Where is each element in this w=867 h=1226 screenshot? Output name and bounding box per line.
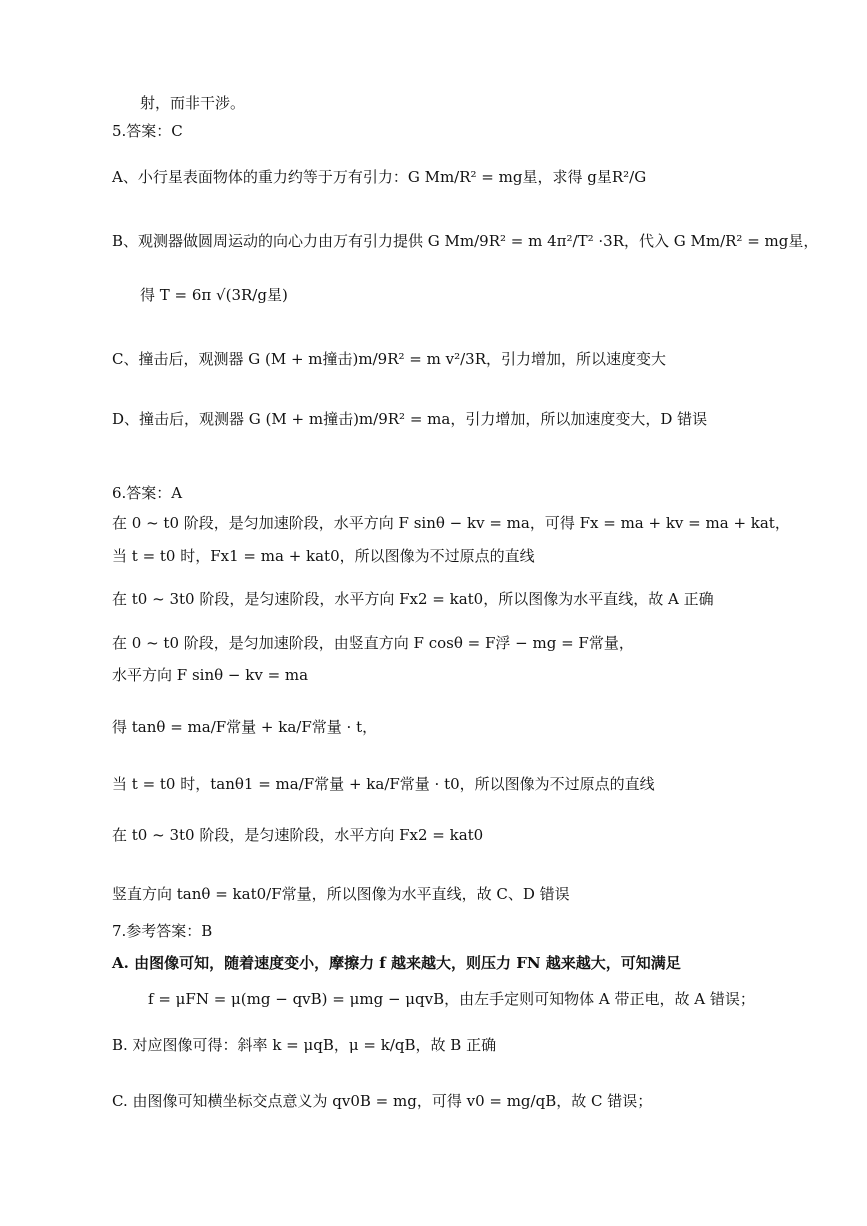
text-line-6-7: 当 t = t0 时，tanθ1 = ma/F常量 + ka/F常量 · t0，所以图像为不过原点的直线 — [112, 775, 655, 793]
answer-6-heading: 6.答案：A — [112, 484, 183, 502]
answer-5-heading: 5.答案：C — [112, 122, 183, 140]
text-line-6-1: 在 0 ~ t0 阶段，是匀加速阶段，水平方向 F sinθ − kv = ma，可得 Fx = ma + kv = ma + kat， — [112, 514, 790, 532]
text-line-6-8: 在 t0 ~ 3t0 阶段，是匀速阶段，水平方向 Fx2 = kat0 — [112, 826, 484, 844]
answer-7-heading: 7.参考答案：B — [112, 922, 213, 940]
text-line-7c: C. 由图像可知横坐标交点意义为 qv0B = mg，可得 v0 = mg/qB，故 C 错误； — [112, 1092, 653, 1110]
text-line-6-3: 在 t0 ~ 3t0 阶段，是匀速阶段，水平方向 Fx2 = kat0，所以图像为水平直线，故 A 正确 — [112, 590, 714, 608]
text-line-6-9: 竖直方向 tanθ = kat0/F常量，所以图像为水平直线，故 C、D 错误 — [112, 885, 570, 903]
text-line-5d: D、撞击后，观测器 G (M + m撞击)m/9R² = ma，引力增加，所以加速度变大，D 错误 — [112, 410, 708, 428]
text-line-7a-formula: f = μFN = μ(mg − qvB) = μmg − μqvB，由左手定则可知物体 A 带正电，故 A 错误； — [148, 990, 755, 1008]
text-line-7b: B. 对应图像可得：斜率 k = μqB，μ = k/qB，故 B 正确 — [112, 1036, 497, 1054]
text-line-6-2: 当 t = t0 时，Fx1 = ma + kat0，所以图像为不过原点的直线 — [112, 547, 535, 565]
text-line-5b: B、观测器做圆周运动的向心力由万有引力提供 G Mm/9R² = m 4π²/T² ·3R，代入 G Mm/R² = mg星， — [112, 232, 819, 250]
text-line-5c: C、撞击后，观测器 G (M + m撞击)m/9R² = m v²/3R，引力增加，所以速度变大 — [112, 350, 666, 368]
text-line-6-4: 在 0 ~ t0 阶段，是匀加速阶段，由竖直方向 F cosθ = F浮 − mg = F常量， — [112, 634, 634, 652]
text-line-7a: A. 由图像可知，随着速度变小，摩擦力 f 越来越大，则压力 FN 越来越大，可知满足 — [112, 954, 681, 972]
text-line-5b-result: 得 T = 6π √(3R/g星) — [140, 286, 288, 304]
text-line-6-5: 水平方向 F sinθ − kv = ma — [112, 666, 309, 684]
text-line-5a: A、小行星表面物体的重力约等于万有引力：G Mm/R² = mg星，求得 g星R²/G — [112, 168, 647, 186]
text-line-1: 射，而非干涉。 — [140, 94, 246, 112]
text-line-6-6: 得 tanθ = ma/F常量 + ka/F常量 · t， — [112, 718, 378, 736]
